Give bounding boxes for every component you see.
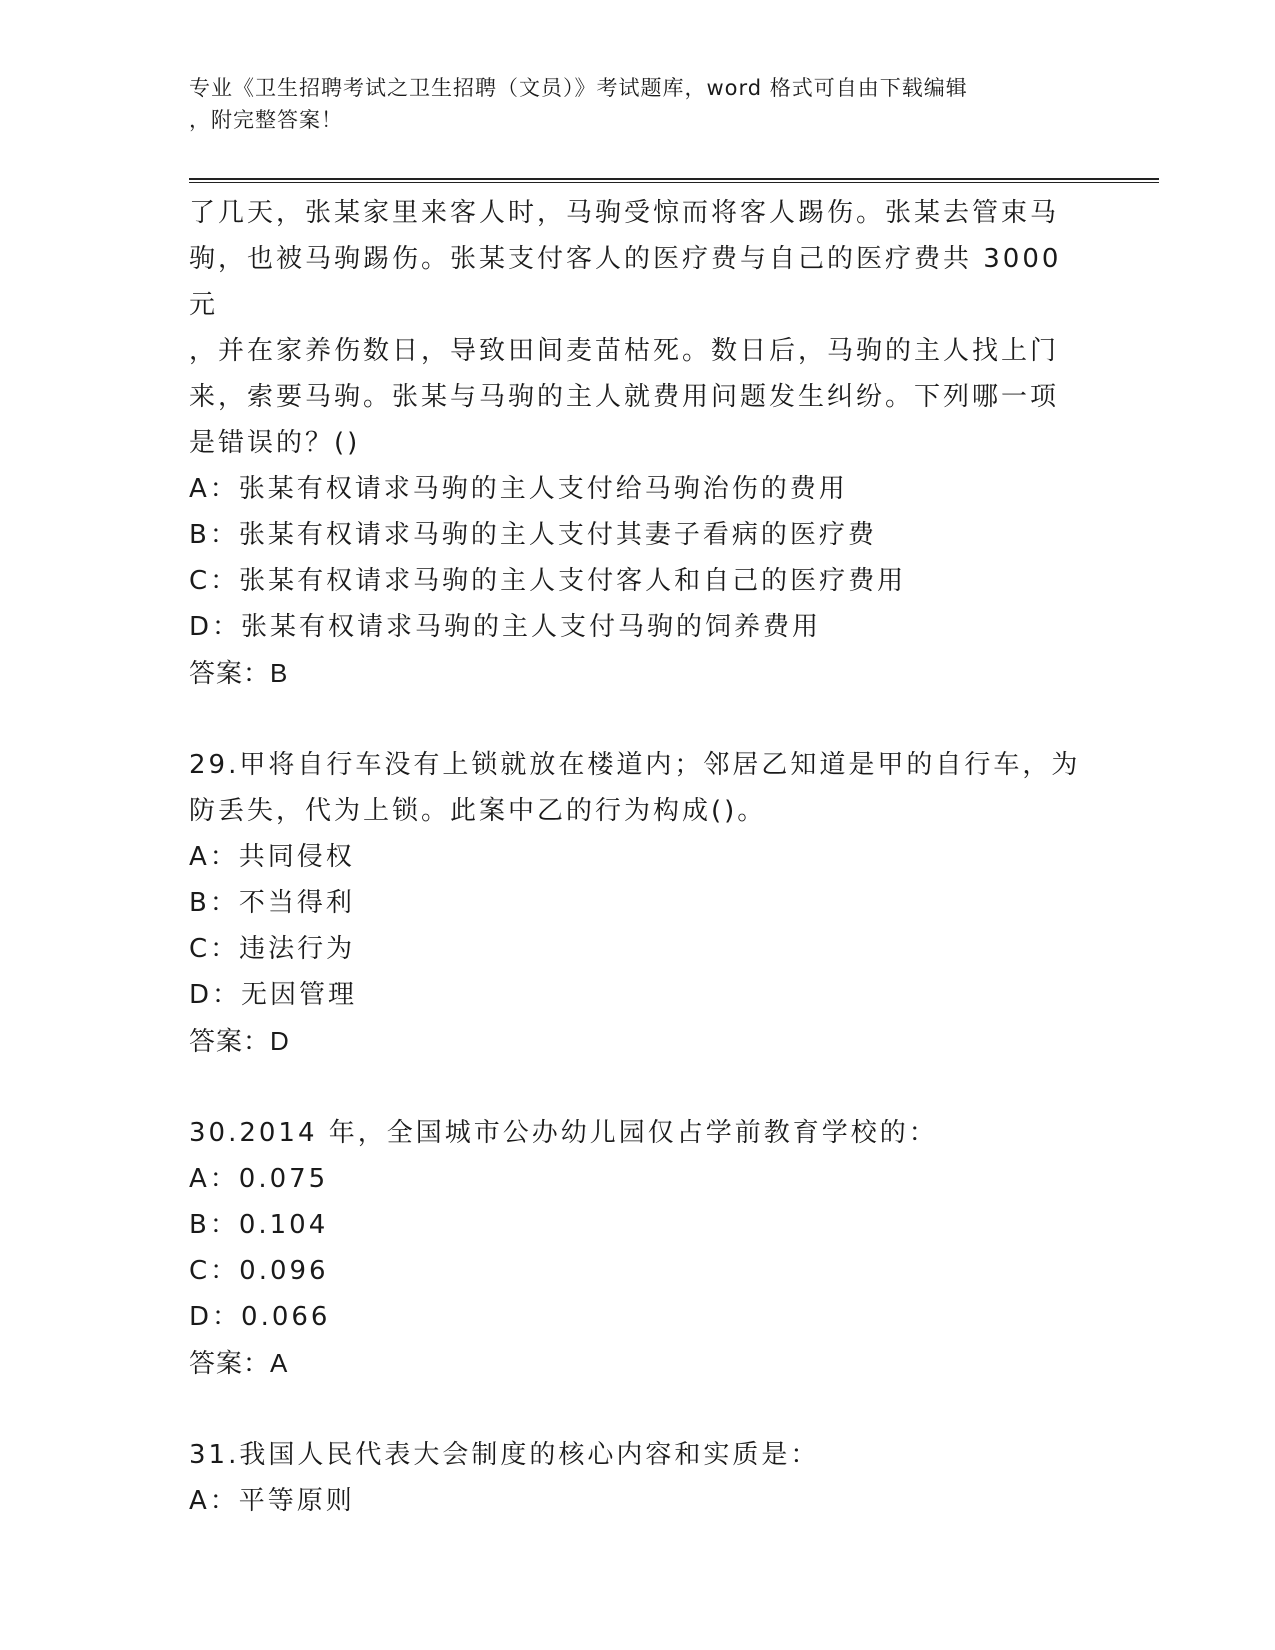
option-c: C：张某有权请求马驹的主人支付客人和自己的医疗费用 (189, 566, 907, 596)
option-c: C：0.096 (189, 1256, 329, 1286)
question-31 (189, 1432, 1089, 1524)
question-28 (189, 190, 1089, 696)
question-stem-line: 31.我国人民代表大会制度的核心内容和实质是： (189, 1440, 820, 1470)
spacer (189, 1386, 1089, 1432)
option-c: C：违法行为 (189, 934, 356, 964)
question-stem-line: 30.2014 年，全国城市公办幼儿园仅占学前教育学校的： (189, 1118, 938, 1148)
option-a: A：张某有权请求马驹的主人支付给马驹治伤的费用 (189, 474, 848, 504)
answer-line: 答案：A (189, 1348, 289, 1378)
header-line-1: 专业《卫生招聘考试之卫生招聘（文员）》考试题库，word 格式可自由下载编辑 (189, 76, 968, 100)
question-stem-line: ，并在家养伤数日，导致田间麦苗枯死。数日后，马驹的主人找上门 (189, 336, 1060, 366)
option-b: B：不当得利 (189, 888, 355, 918)
question-stem-line: 是错误的？() (189, 428, 361, 458)
question-stem-line: 驹，也被马驹踢伤。张某支付客人的医疗费与自己的医疗费共 3000 元 (189, 244, 1062, 320)
header-divider (189, 178, 1159, 183)
question-stem-line: 了几天，张某家里来客人时，马驹受惊而将客人踢伤。张某去管束马 (189, 198, 1060, 228)
option-a: A：平等原则 (189, 1486, 355, 1516)
option-a: A：0.075 (189, 1164, 329, 1194)
spacer (189, 696, 1089, 742)
option-d: D：无因管理 (189, 980, 358, 1010)
option-d: D：张某有权请求马驹的主人支付马驹的饲养费用 (189, 612, 822, 642)
header-line-2: ，附完整答案！ (189, 108, 343, 132)
spacer (189, 1064, 1089, 1110)
option-d: D：0.066 (189, 1302, 331, 1332)
document-header (189, 72, 1089, 136)
answer-line: 答案：B (189, 658, 289, 688)
question-stem-line: 来，索要马驹。张某与马驹的主人就费用问题发生纠纷。下列哪一项 (189, 382, 1060, 412)
option-b: B：张某有权请求马驹的主人支付其妻子看病的医疗费 (189, 520, 877, 550)
question-30 (189, 1110, 1089, 1386)
question-stem-line: 防丢失，代为上锁。此案中乙的行为构成()。 (189, 796, 767, 826)
answer-line: 答案：D (189, 1026, 290, 1056)
question-stem-line: 29.甲将自行车没有上锁就放在楼道内；邻居乙知道是甲的自行车，为 (189, 750, 1081, 780)
option-b: B：0.104 (189, 1210, 329, 1240)
question-list (189, 190, 1089, 1524)
question-29 (189, 742, 1089, 1064)
option-a: A：共同侵权 (189, 842, 355, 872)
